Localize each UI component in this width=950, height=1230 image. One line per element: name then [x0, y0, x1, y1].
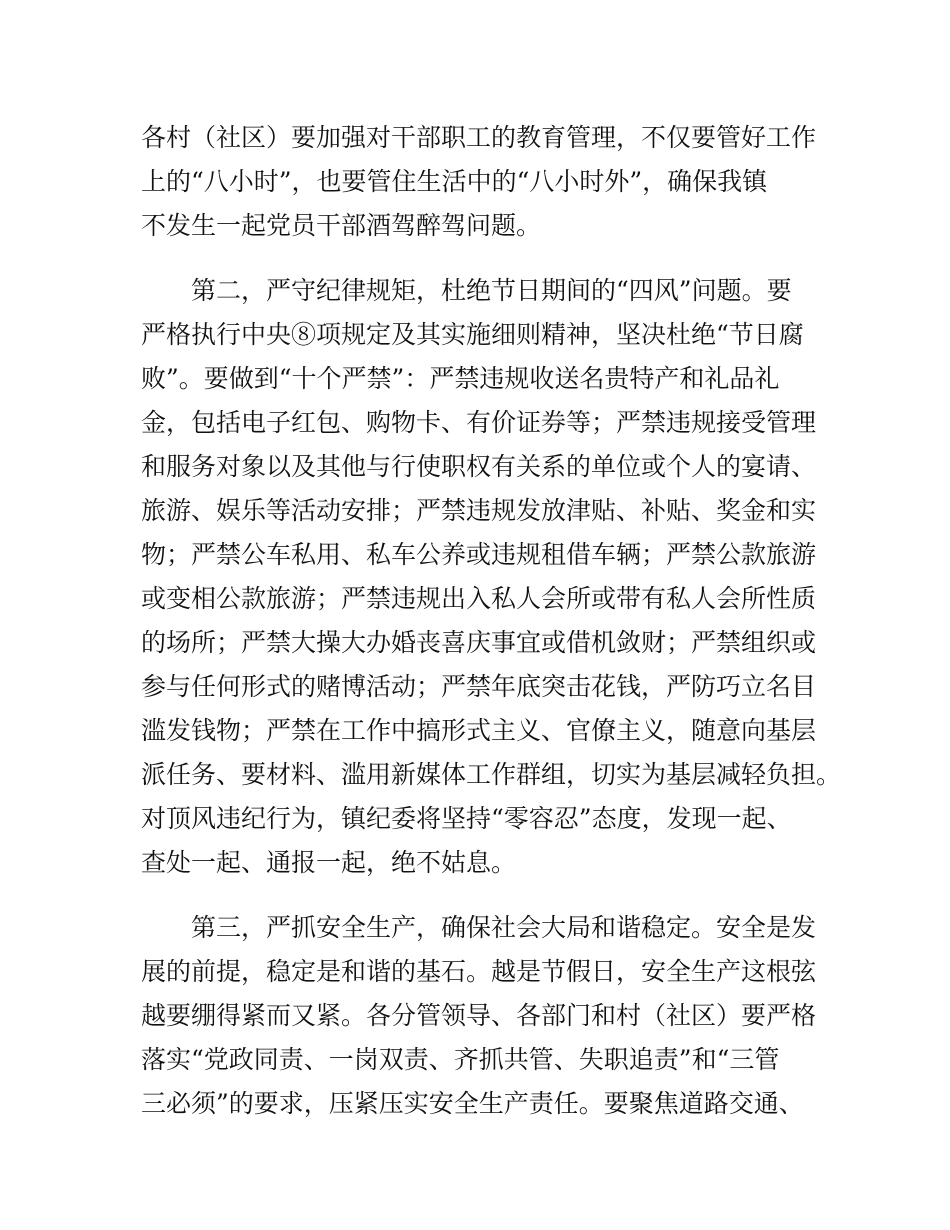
text-line: 滥发钱物；严禁在工作中搞形式主义、官僚主义，随意向基层 — [141, 716, 817, 745]
text-line: 查处一起、通报一起，绝不姑息。 — [141, 848, 517, 877]
paragraph-3 — [141, 906, 831, 1126]
text-line: 金，包括电子红包、购物卡、有价证券等；严禁违规接受管理 — [141, 408, 817, 437]
text-line: 旅游、娱乐等活动安排；严禁违规发放津贴、补贴、奖金和实 — [141, 496, 817, 525]
document-body — [141, 116, 842, 1126]
text-line: 参与任何形式的赌博活动；严禁年底突击花钱，严防巧立名目 — [141, 672, 817, 701]
text-line: 败”。要做到“十个严禁”：严禁违规收送名贵特产和礼品礼 — [141, 364, 780, 393]
paragraph-spacer — [141, 248, 831, 269]
text-line: 第二，严守纪律规矩，杜绝节日期间的“四风”问题。要 — [141, 276, 792, 305]
text-line: 或变相公款旅游；严禁违规出入私人会所或带有私人会所性质 — [141, 584, 817, 613]
text-line: 和服务对象以及其他与行使职权有关系的单位或个人的宴请、 — [141, 452, 817, 481]
text-line: 严格执行中央⑧项规定及其实施细则精神，坚决杜绝“节日腐 — [141, 320, 804, 349]
text-line: 派任务、要材料、滥用新媒体工作群组，切实为基层减轻负担。 — [141, 760, 842, 789]
text-line: 三必须”的要求，压紧压实安全生产责任。要聚焦道路交通、 — [141, 1089, 804, 1118]
text-line: 越要绷得紧而又紧。各分管领导、各部门和村（社区）要严格 — [141, 1001, 817, 1030]
text-line: 上的“八小时”，也要管住生活中的“八小时外”，确保我镇 — [141, 167, 768, 196]
paragraph-2 — [141, 269, 842, 885]
text-line: 不发生一起党员干部酒驾醉驾问题。 — [141, 211, 542, 240]
text-line: 落实“党政同责、一岗双责、齐抓共管、失职追责”和“三管 — [141, 1045, 780, 1074]
paragraph-1 — [141, 116, 831, 248]
text-line: 展的前提，稳定是和谐的基石。越是节假日，安全生产这根弦 — [141, 957, 817, 986]
text-line: 各村（社区）要加强对干部职工的教育管理，不仅要管好工作 — [141, 123, 817, 152]
text-line: 的场所；严禁大操大办婚丧喜庆事宜或借机敛财；严禁组织或 — [141, 628, 817, 657]
text-line: 物；严禁公车私用、私车公养或违规租借车辆；严禁公款旅游 — [141, 540, 817, 569]
text-line: 第三，严抓安全生产，确保社会大局和谐稳定。安全是发 — [141, 913, 817, 942]
paragraph-spacer — [141, 885, 831, 906]
text-line: 对顶风违纪行为，镇纪委将坚持“零容忍”态度，发现一起、 — [141, 804, 792, 833]
